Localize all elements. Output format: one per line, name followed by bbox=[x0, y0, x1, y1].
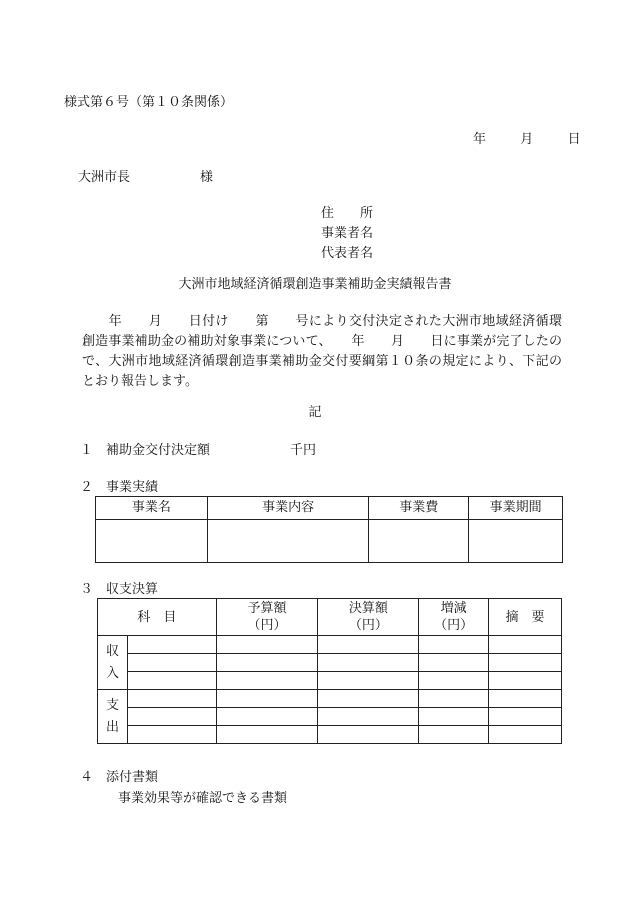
section-1-number: １ bbox=[80, 443, 94, 458]
header-settlement bbox=[318, 599, 419, 636]
cell-project-period bbox=[469, 520, 563, 563]
section-2-number: ２ bbox=[80, 480, 94, 495]
cell-project-name bbox=[96, 520, 208, 563]
applicant-business-label: 事業者名 bbox=[321, 226, 374, 241]
header-project-period: 事業期間 bbox=[469, 497, 563, 520]
income-row-3-subject bbox=[127, 672, 216, 690]
section-4-label: 添付書類 bbox=[106, 770, 159, 785]
section-2-label: 事業実績 bbox=[106, 480, 159, 495]
header-settlement-unit: （円） bbox=[348, 618, 388, 633]
ki-heading: 記 bbox=[308, 405, 322, 420]
cell-project-cost bbox=[369, 520, 469, 563]
addressee bbox=[78, 168, 213, 188]
applicant-block bbox=[321, 204, 373, 264]
applicant-representative-label: 代表者名 bbox=[321, 246, 374, 261]
header-budget-label: 予算額 bbox=[247, 601, 287, 616]
income-char-2: 入 bbox=[105, 665, 119, 681]
expense-row-1-subject bbox=[127, 690, 216, 708]
section-2-heading bbox=[80, 478, 158, 498]
header-project-content: 事業内容 bbox=[207, 497, 369, 520]
addressee-name: 大洲市長 bbox=[78, 170, 131, 185]
expense-row-2-subject bbox=[127, 708, 216, 726]
expense-char-2: 出 bbox=[105, 719, 119, 735]
expense-row-3-subject bbox=[127, 726, 216, 744]
form-number: 様式第６号（第１０条関係） bbox=[64, 95, 234, 110]
income-row-2-subject bbox=[127, 654, 216, 672]
project-results-table bbox=[95, 496, 563, 563]
header-change-label: 増減 bbox=[440, 601, 467, 616]
section-4-item: 事業効果等が確認できる書類 bbox=[118, 791, 288, 806]
header-change bbox=[419, 599, 489, 636]
cell-project-content bbox=[207, 520, 369, 563]
section-1 bbox=[80, 441, 316, 461]
section-3-label: 収支決算 bbox=[106, 582, 159, 597]
section-3-number: ３ bbox=[80, 582, 94, 597]
expense-char-1: 支 bbox=[105, 697, 119, 713]
header-remarks: 摘 要 bbox=[489, 599, 562, 636]
section-4-heading bbox=[80, 768, 158, 788]
applicant-address-label: 住 所 bbox=[321, 206, 374, 221]
document-title: 大洲市地域経済循環創造事業補助金実績報告書 bbox=[178, 277, 452, 292]
income-row-1-subject bbox=[127, 636, 216, 654]
header-project-cost: 事業費 bbox=[369, 497, 469, 520]
section-3-heading bbox=[80, 580, 158, 600]
date-day: 日 bbox=[567, 132, 581, 147]
section-1-unit: 千円 bbox=[290, 443, 317, 458]
date-year: 年 bbox=[473, 132, 487, 147]
date-line bbox=[473, 130, 581, 150]
settlement-table bbox=[97, 598, 562, 744]
header-budget-unit: （円） bbox=[247, 618, 287, 633]
addressee-honorific: 様 bbox=[200, 170, 214, 185]
body-paragraph bbox=[82, 312, 562, 392]
header-settlement-label: 決算額 bbox=[348, 601, 388, 616]
header-change-unit: （円） bbox=[434, 618, 474, 633]
section-1-label: 補助金交付決定額 bbox=[106, 443, 211, 458]
income-char-1: 収 bbox=[105, 643, 119, 659]
header-project-name: 事業名 bbox=[96, 497, 208, 520]
body-text: 年 月 日付け 第 号により交付決定された大洲市地域経済循環創造事業補助金の補助対象事業について、 年 月 日に事業が完了したので、大洲市地域経済循環創造事業補助金交付要綱第１０条の規定により、下記のとおり報告します。 bbox=[82, 314, 562, 389]
date-month: 月 bbox=[520, 132, 534, 147]
header-subject: 科 目 bbox=[98, 599, 217, 636]
header-budget bbox=[216, 599, 318, 636]
expense-label bbox=[98, 690, 128, 744]
income-label bbox=[98, 636, 128, 690]
section-4-number: ４ bbox=[80, 770, 94, 785]
